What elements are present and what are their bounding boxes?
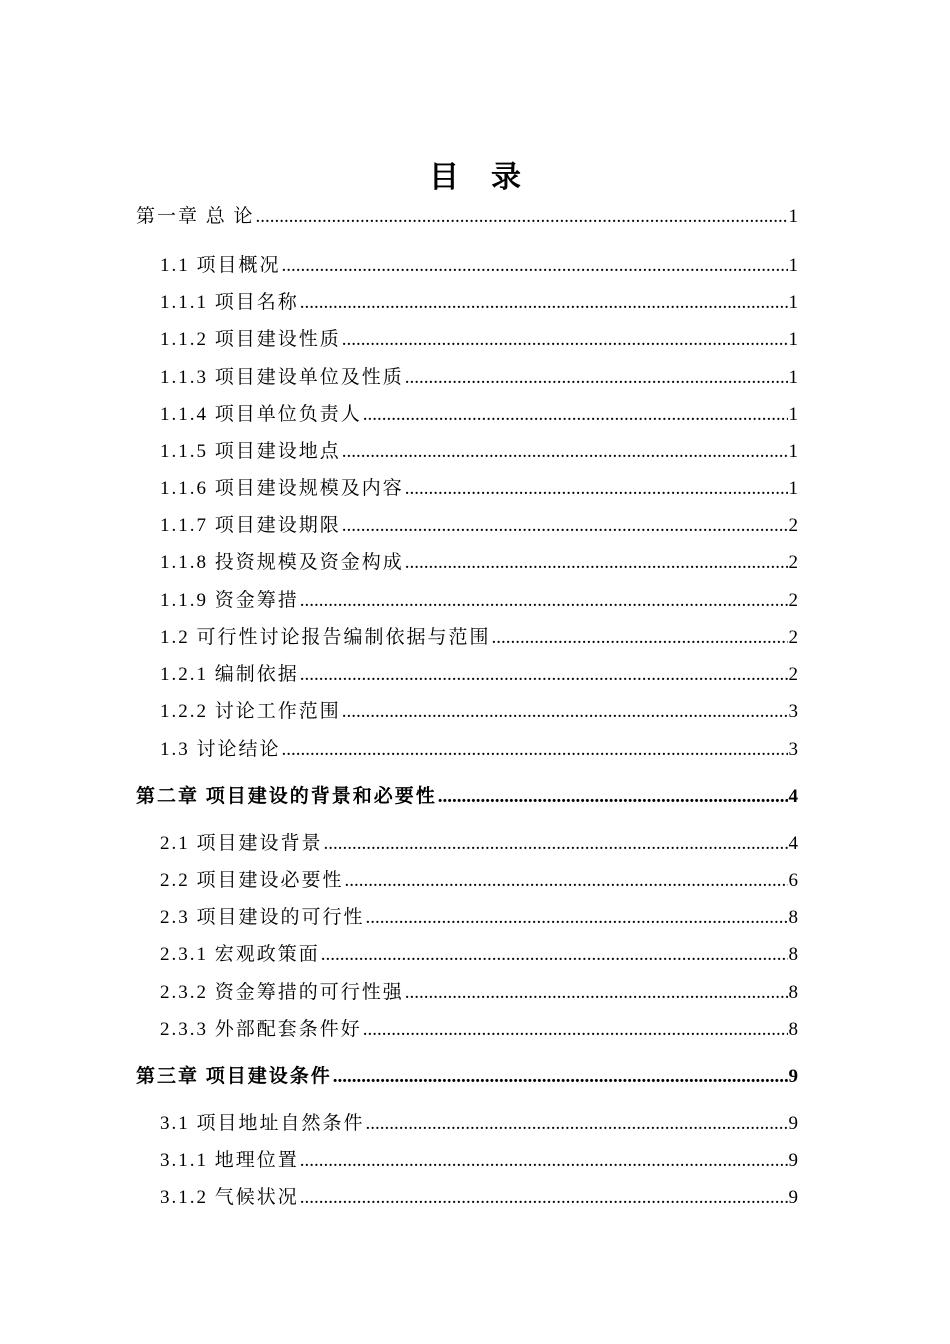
toc-dot-leader [300,291,788,315]
toc-dot-leader [300,1149,788,1173]
toc-page-number: 8 [788,982,798,1003]
toc-entry-label: 1.1.1 项目名称 [160,292,299,313]
toc-page-number: 8 [788,1019,798,1040]
toc-entry-label: 2.2 项目建设必要性 [160,870,344,891]
toc-section-entry[interactable] [160,1149,798,1173]
toc-section-entry[interactable] [160,906,798,930]
toc-entry-label: 第三章 项目建设条件 [136,1066,332,1087]
toc-page-number: 2 [788,664,798,685]
toc-entry-label: 1.2.1 编制依据 [160,664,299,685]
toc-page-number: 1 [788,404,798,425]
toc-dot-leader [345,869,788,893]
toc-dot-leader [300,1186,788,1210]
toc-page-number: 1 [788,478,798,499]
toc-entry-label: 第二章 项目建设的背景和必要性 [136,786,437,807]
toc-page-number: 2 [788,627,798,648]
toc-dot-leader [405,551,788,575]
toc-section-entry[interactable] [160,738,798,762]
toc-entry-label: 1.1.6 项目建设规模及内容 [160,478,404,499]
toc-title: 目录 [429,161,553,194]
toc-page-number: 8 [788,907,798,928]
toc-section-entry[interactable] [160,626,798,650]
toc-entry-label: 1.1.3 项目建设单位及性质 [160,367,404,388]
toc-dot-leader [282,738,788,762]
toc-page-number: 6 [788,870,798,891]
toc-entry-label: 1.1.2 项目建设性质 [160,329,341,350]
toc-page-number: 9 [788,1066,798,1087]
toc-page-number: 1 [788,206,798,227]
toc-page-number: 9 [788,1187,798,1208]
toc-page-number: 1 [788,255,798,276]
toc-page-number: 9 [788,1113,798,1134]
toc-section-entry[interactable] [160,551,798,575]
toc-section-entry[interactable] [160,663,798,687]
toc-section-entry[interactable] [160,1186,798,1210]
toc-entry-label: 1.1.5 项目建设地点 [160,441,341,462]
toc-page-number: 4 [788,833,798,854]
toc-entry-label: 3.1.1 地理位置 [160,1150,299,1171]
toc-section-entry[interactable] [160,700,798,724]
toc-section-entry[interactable] [160,440,798,464]
toc-chapter-entry[interactable] [136,205,798,229]
toc-dot-leader [405,981,788,1005]
toc-entry-label: 2.3 项目建设的可行性 [160,907,365,928]
toc-dot-leader [363,403,788,427]
toc-entry-label: 第一章 总 论 [136,206,255,227]
toc-dot-leader [300,589,788,613]
toc-section-entry[interactable] [160,403,798,427]
toc-page-number: 9 [788,1150,798,1171]
toc-page-number: 2 [788,590,798,611]
toc-page-number: 1 [788,292,798,313]
toc-entry-label: 2.3.2 资金筹措的可行性强 [160,982,404,1003]
toc-section-entry[interactable] [160,832,798,856]
toc-section-entry[interactable] [160,589,798,613]
toc-section-entry[interactable] [160,477,798,501]
toc-entry-label: 2.3.3 外部配套条件好 [160,1019,362,1040]
toc-entry-label: 2.3.1 宏观政策面 [160,944,320,965]
toc-section-entry[interactable] [160,366,798,390]
toc-section-entry[interactable] [160,943,798,967]
toc-dot-leader [342,328,788,352]
toc-page-number: 1 [788,329,798,350]
toc-dot-leader [300,663,788,687]
toc-entry-label: 2.1 项目建设背景 [160,833,323,854]
toc-page-number: 1 [788,441,798,462]
toc-dot-leader [333,1065,788,1089]
toc-entry-label: 1.2.2 讨论工作范围 [160,701,341,722]
toc-page-number: 3 [788,739,798,760]
toc-entry-label: 1.1 项目概况 [160,255,281,276]
toc-dot-leader [342,440,788,464]
toc-entry-label: 1.2 可行性讨论报告编制依据与范围 [160,627,491,648]
toc-page-number: 1 [788,367,798,388]
toc-dot-leader [282,254,788,278]
toc-entry-label: 1.1.9 资金筹措 [160,590,299,611]
toc-entry-label: 1.1.8 投资规模及资金构成 [160,552,404,573]
toc-dot-leader [405,477,788,501]
toc-dot-leader [342,700,788,724]
toc-page-number: 8 [788,944,798,965]
toc-page-number: 2 [788,515,798,536]
toc-section-entry[interactable] [160,291,798,315]
toc-dot-leader [324,832,788,856]
toc-entry-label: 1.1.4 项目单位负责人 [160,404,362,425]
toc-section-entry[interactable] [160,981,798,1005]
toc-section-entry[interactable] [160,328,798,352]
toc-dot-leader [256,205,788,229]
toc-entry-label: 1.1.7 项目建设期限 [160,515,341,536]
toc-page-number: 2 [788,552,798,573]
toc-dot-leader [405,366,788,390]
toc-chapter-entry[interactable] [136,1065,798,1089]
toc-section-entry[interactable] [160,1018,798,1042]
toc-section-entry[interactable] [160,1112,798,1136]
toc-chapter-entry[interactable] [136,785,798,809]
toc-section-entry[interactable] [160,869,798,893]
toc-section-entry[interactable] [160,514,798,538]
toc-dot-leader [366,906,788,930]
toc-section-entry[interactable] [160,254,798,278]
toc-entry-label: 1.3 讨论结论 [160,739,281,760]
toc-page-number: 4 [788,786,798,807]
toc-dot-leader [321,943,788,967]
toc-entry-label: 3.1.2 气候状况 [160,1187,299,1208]
toc-dot-leader [492,626,788,650]
toc-dot-leader [363,1018,788,1042]
toc-entry-label: 3.1 项目地址自然条件 [160,1113,365,1134]
toc-dot-leader [366,1112,788,1136]
toc-dot-leader [342,514,788,538]
toc-page-number: 3 [788,701,798,722]
toc-dot-leader [438,785,788,809]
